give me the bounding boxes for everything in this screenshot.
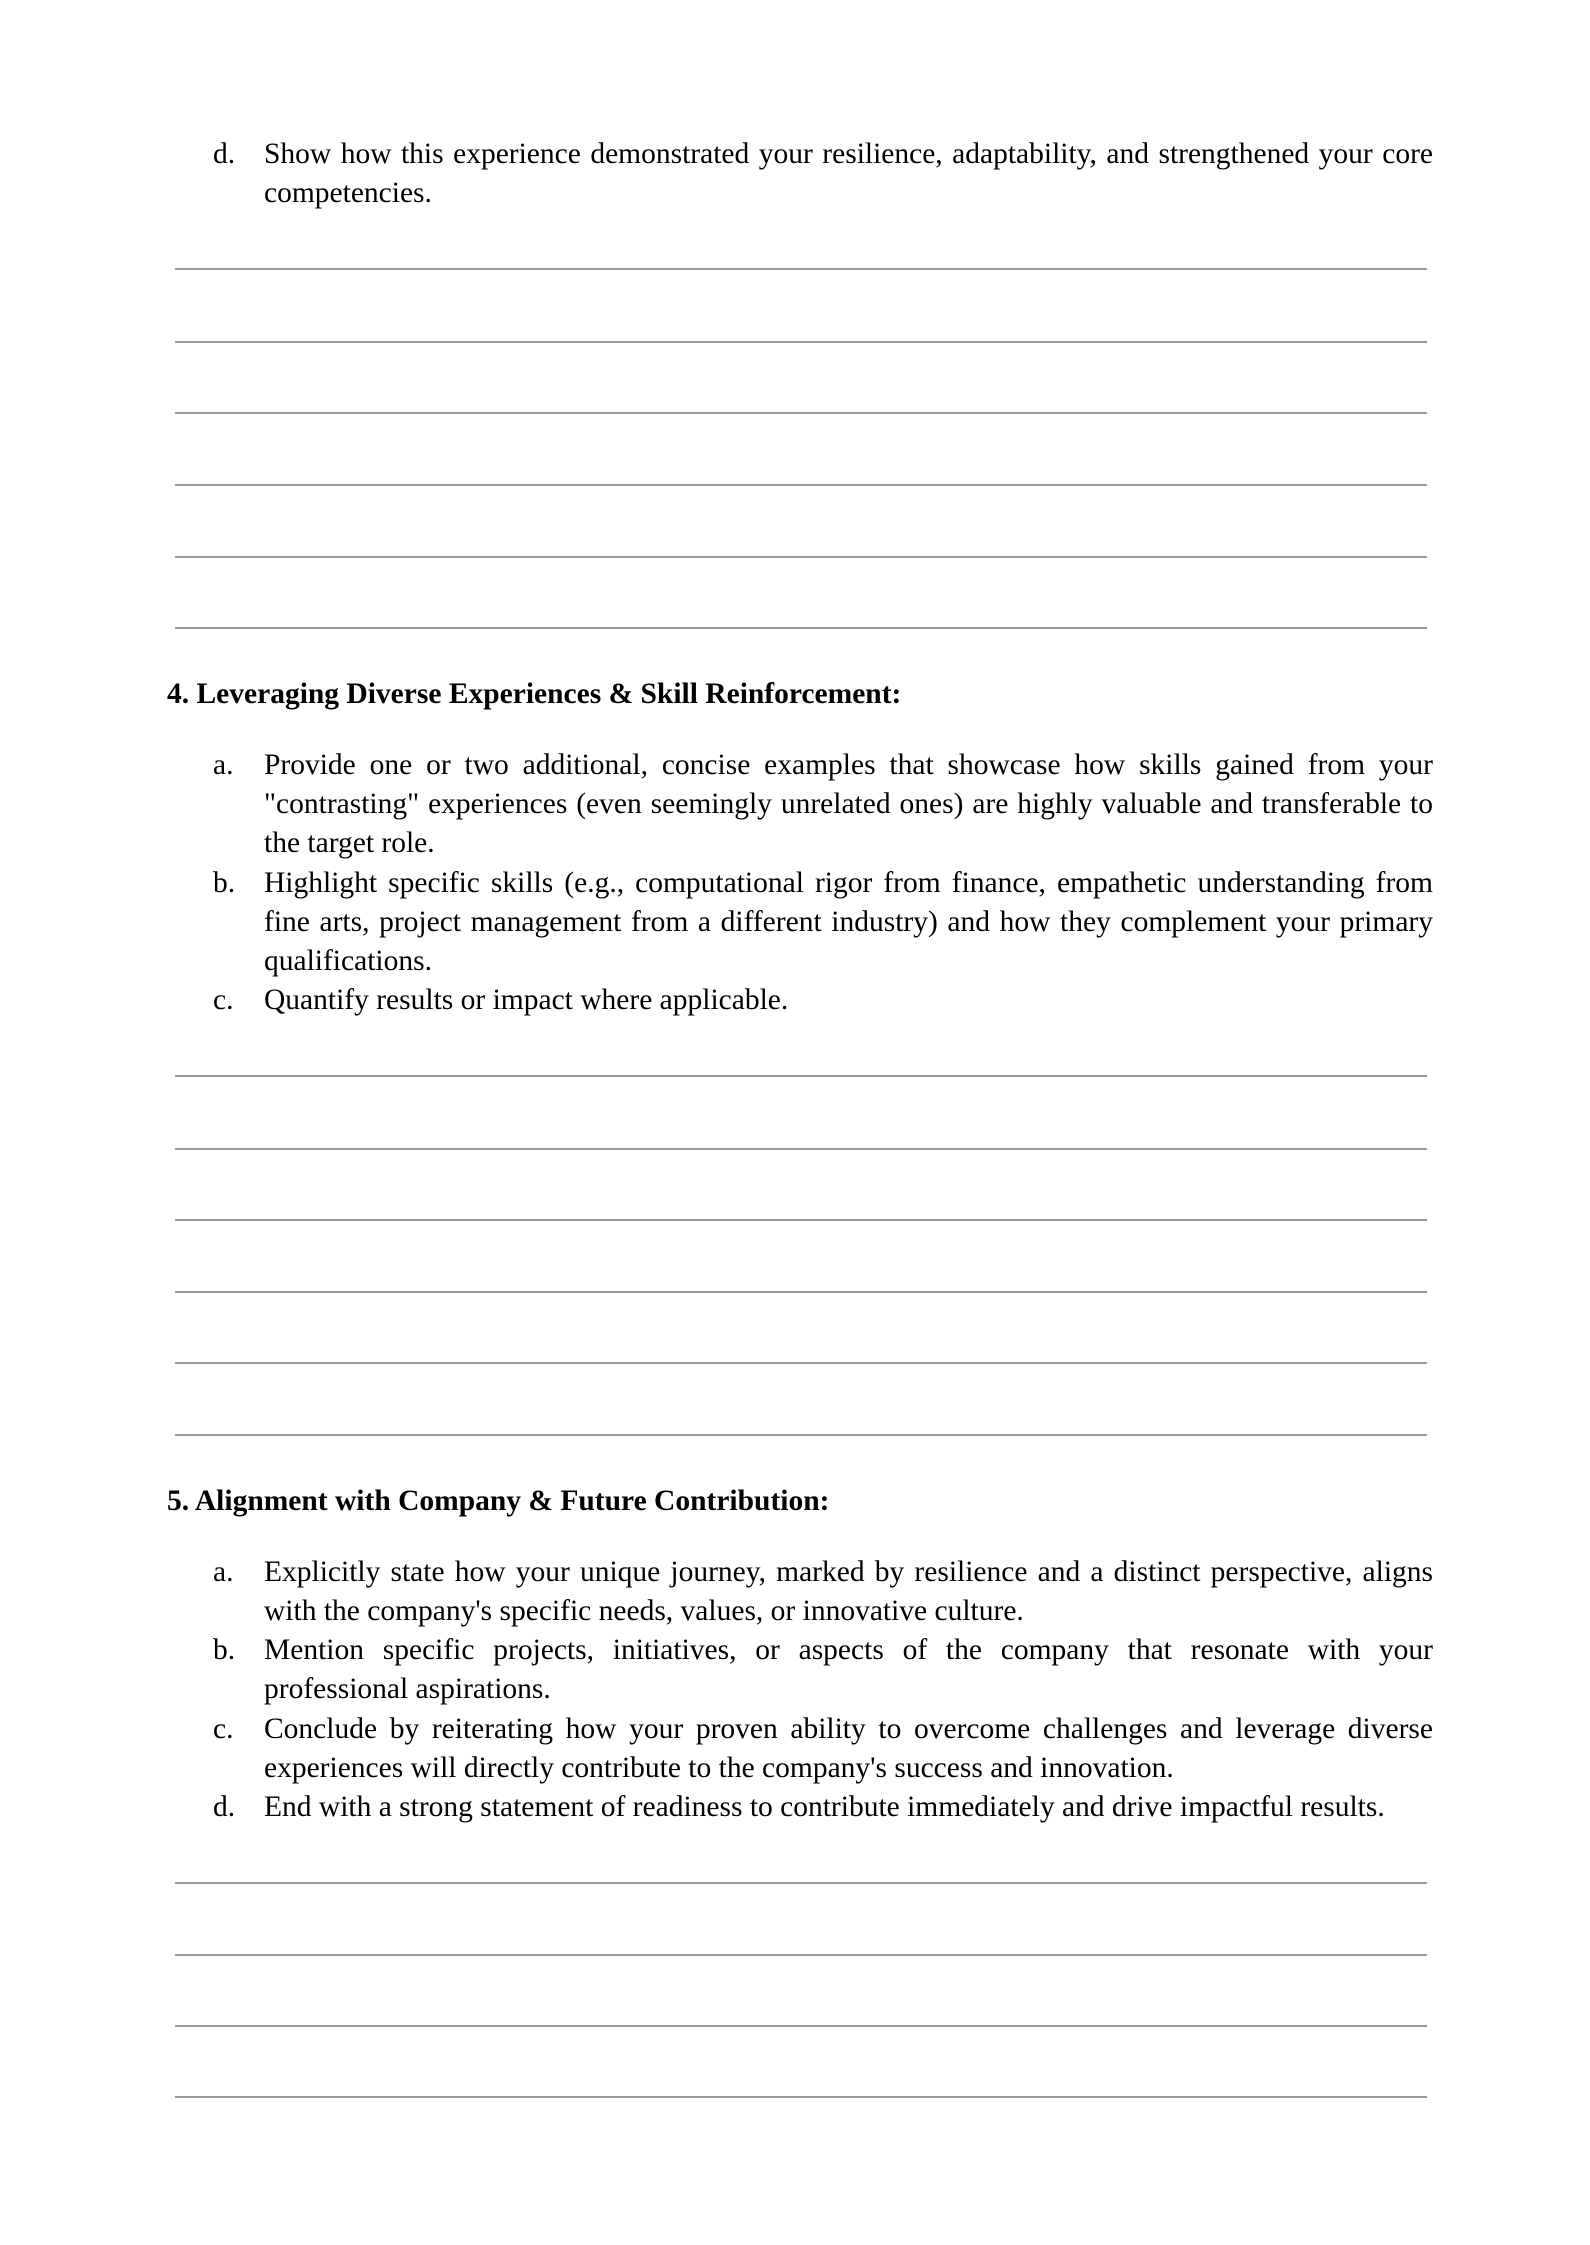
writing-line [175,2096,1427,2098]
writing-line [175,1219,1427,1221]
list-marker: b. [213,1634,236,1666]
section4-item-a [213,746,1433,863]
list-item-text: Quantify results or impact where applicable. [264,984,789,1016]
writing-line [175,1882,1427,1884]
writing-line [175,556,1427,558]
writing-line [175,412,1427,414]
list-item-text: Show how this experience demonstrated your resilience, adaptability, and strengthened your core competencies. [264,138,1433,209]
section4-heading: 4. Leveraging Diverse Experiences & Skill Reinforcement: [167,678,902,710]
writing-line [175,1148,1427,1150]
writing-line [175,2025,1427,2027]
section4-item-b [213,864,1433,981]
list-item-text: Provide one or two additional, concise examples that showcase how skills gained from your "contrasting" experiences (even seemingly unrelated ones) are highly valuable and transferable to the target role. [264,749,1433,859]
section5-item-c [213,1710,1433,1788]
writing-line [175,1291,1427,1293]
writing-line [175,1075,1427,1077]
list-item-text: End with a strong statement of readiness to contribute immediately and drive impactful results. [264,1791,1385,1823]
section3-item-d [213,135,1433,213]
writing-line [175,341,1427,343]
section4-item-c [213,981,1433,1020]
list-item-text: Explicitly state how your unique journey, marked by resilience and a distinct perspective, aligns with the company's specific needs, values, or innovative culture. [264,1556,1433,1627]
writing-line [175,268,1427,270]
writing-line [175,484,1427,486]
writing-line [175,627,1427,629]
section5-item-a [213,1553,1433,1631]
section5-heading: 5. Alignment with Company & Future Contribution: [167,1485,830,1517]
writing-line [175,1362,1427,1364]
list-marker: d. [213,1791,236,1823]
list-marker: c. [213,1713,234,1745]
list-marker: a. [213,749,234,781]
writing-line [175,1954,1427,1956]
section5-item-b [213,1631,1433,1709]
list-marker: c. [213,984,234,1016]
list-marker: a. [213,1556,234,1588]
writing-line [175,1434,1427,1436]
list-item-text: Highlight specific skills (e.g., computational rigor from finance, empathetic understanding from fine arts, project management from a different industry) and how they complement your primary qualifications. [264,867,1433,977]
list-item-text: Conclude by reiterating how your proven ability to overcome challenges and leverage diverse experiences will directly contribute to the company's success and innovation. [264,1713,1433,1784]
list-marker: d. [213,138,236,170]
list-item-text: Mention specific projects, initiatives, or aspects of the company that resonate with your professional aspirations. [264,1634,1433,1705]
list-marker: b. [213,867,236,899]
section5-item-d [213,1788,1433,1827]
